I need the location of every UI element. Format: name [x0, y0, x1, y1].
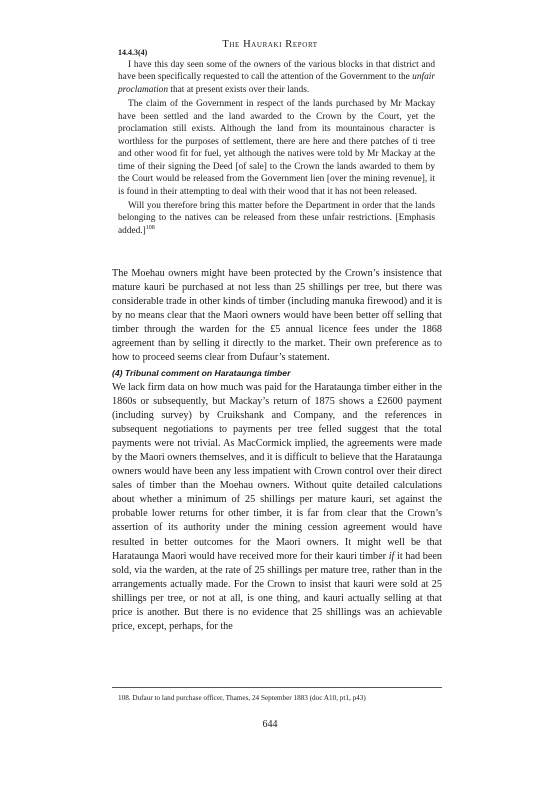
subheading-number: (4) [112, 368, 125, 378]
body-paragraph [112, 381, 442, 634]
running-header: The Hauraki Report [222, 39, 318, 50]
quote-text: I have this day seen some of the owners of the various blocks in that district and have been specifically requested to call the attention of the Government to the [118, 60, 435, 83]
footnote-divider [112, 687, 442, 688]
block-quote [118, 59, 435, 239]
quote-emphasis: unfair proclamation [118, 72, 435, 95]
body-block-2 [112, 381, 442, 634]
page-number: 644 [262, 719, 278, 730]
body-text: We lack firm data on how much was paid for the Harataunga timber either in the 1860s or subsequently, but Mackay’s return of 1875 shows a £2600 payment (including survey) by Cruikshank and Company, and the references in subsequent negotiations to payments per tree felled suggest that the total payments were not trivial. As MacCormick implied, the agreements were made by the Maori owners themselves, and it is difficult to believe that the Harataunga owners would have been any less impatient with Crown control over their direct sales of timber than the Moehau owners. Without quite detailed calculations about whether a minimum of 25 shillings per mature kauri, set against the probable lower returns for other timber, it is far from clear that the Crown’s assertion of its authority under the mining cession agreement would have resulted in better outcomes for the Maori owners. It might well be that Harataunga Maori would have received more for their kauri timber [112, 382, 442, 562]
quote-text: Will you therefore bring this matter before the Department in order that the lands belonging to the natives can be released from these unfair restrictions. [Emphasis added.] [118, 200, 435, 236]
section-subheading [112, 368, 442, 378]
subheading-title: Tribunal comment on Harataunga timber [124, 368, 291, 378]
quote-text: that at present exists over their lands. [168, 84, 310, 95]
body-block-1 [112, 267, 442, 365]
body-paragraph: The Moehau owners might have been protected by the Crown’s insistence that mature kauri be purchased at not less than 25 shillings per tree, but there was considerable trade in other kinds of timber (including manuka firewood) and it is by no means clear that the Maori owners would have been better off selling that timber through the warden for the £5 annual licence fees under the 1868 agreement than by selling it directly to the market. Their own preference as to how to proceed seems clear from Dufaur’s statement. [112, 268, 442, 364]
footnote-ref: 108 [145, 224, 155, 231]
section-number: 14.4.3(4) [118, 48, 148, 57]
body-emphasis: if [388, 550, 395, 562]
quote-paragraph-2: The claim of the Government in respect of the lands purchased by Mr Mackay have been settled and the land awarded to the Crown by the Court, yet the proclamation still exists. Although the land from its mountainous character is worthless for the purposes of settlement, there are here and there patches of ti tree and other wood fit for fuel, yet although the natives were told by Mr Mackay at the time of their signing the Deed [of sale] to the Crown the lands awarded to them by the Court would be released from the Government lien [over the mining revenue], it is found in their attempting to deal with their wood that it has not been released. [118, 99, 435, 197]
quote-paragraph-1 [118, 59, 435, 96]
body-text: it had been sold, via the warden, at the rate of 25 shillings per mature tree, rather than in the arrangements actually made. For the Crown to insist that kauri were sold at 25 shillings per tree, or not at all, is one thing, and kauri actually selling at that price is another. But there is no evidence that 25 shillings was an achievable price, except, perhaps, for the [112, 550, 442, 632]
quote-paragraph-3 [118, 200, 435, 237]
footnote: 108. Dufaur to land purchase officer, Thames, 24 September 1883 (doc A10, pt1, p43) [118, 694, 366, 702]
